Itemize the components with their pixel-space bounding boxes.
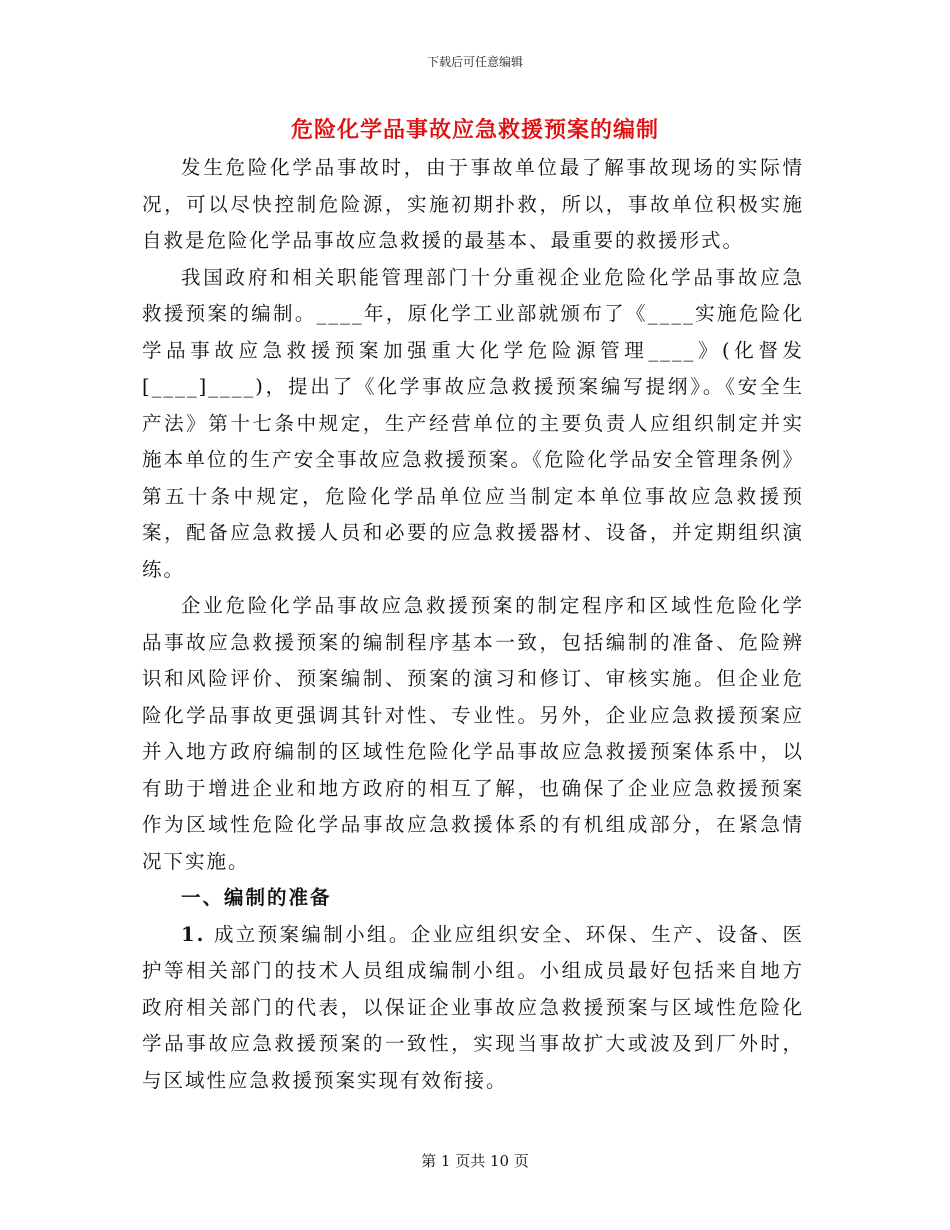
paragraph: 我国政府和相关职能管理部门十分重视企业危险化学品事故应急救援预案的编制。____年，原化学工业部就颁布了《____实施危险化学品事故应急救援预案加强重大化学危险源管理____》(化督发[____]____)，提出了《化学事故应急救援预案编写提纲》。《安全生产法》第十七条中规定，生产经营单位的主要负责人应组织制定并实施本单位的生产安全事故应急救援预案。《危险化学品安全管理条例》第五十条中规定，危险化学品单位应当制定本单位事故应急救援预案，配备应急救援人员和必要的应急救援器材、设备，并定期组织演练。 (142, 265, 804, 581)
section-heading: 一、编制的准备 (181, 886, 332, 909)
paragraph: 发生危险化学品事故时，由于事故单位最了解事故现场的实际情况，可以尽快控制危险源，实施初期扑救，所以，事故单位积极实施自救是危险化学品事故应急救援的最基本、最重要的救援形式。 (142, 156, 804, 252)
document-title: 危险化学品事故应急救援预案的编制 (290, 117, 659, 143)
paragraph: 企业危险化学品事故应急救援预案的制定程序和区域性危险化学品事故应急救援预案的编制程序基本一致，包括编制的准备、危险辨识和风险评价、预案编制、预案的演习和修订、审核实施。但企业危险化学品事故更强调其针对性、专业性。另外，企业应急救援预案应并入地方政府编制的区域性危险化学品事故应急救援预案体系中，以有助于增进企业和地方政府的相互了解，也确保了企业应急救援预案作为区域性危险化学品事故应急救援体系的有机组成部分，在紧急情况下实施。 (142, 594, 804, 873)
header-note: 下载后可任意编辑 (426, 55, 523, 69)
item-text: 成立预案编制小组。企业应组织安全、环保、生产、设备、医护等相关部门的技术人员组成编制小组。小组成员最好包括来自地方政府相关部门的代表，以保证企业事故应急救援预案与区域性危险化学品事故应急救援预案的一致性，实现当事故扩大或波及到厂外时，与区域性应急救援预案实现有效衔接。 (142, 922, 804, 1092)
document-body (142, 150, 804, 1099)
numbered-item (142, 917, 804, 1100)
item-number: 1. (181, 922, 206, 946)
page-footer: 第 1 页共 10 页 (421, 1152, 529, 1170)
